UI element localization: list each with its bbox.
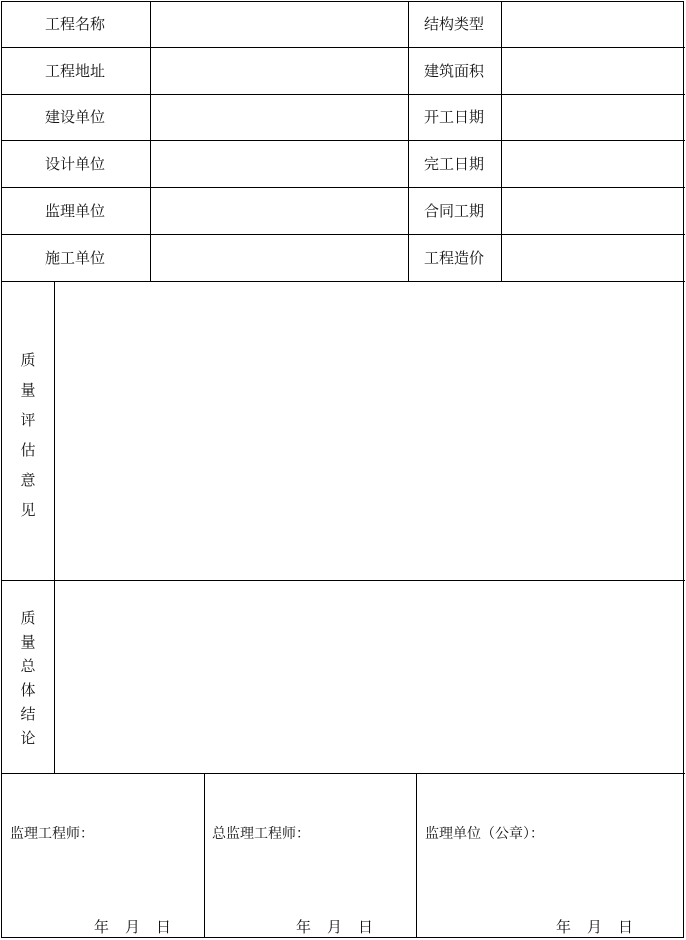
row-divider bbox=[1, 234, 685, 235]
quality-opinion-label: 质 量 评 估 意 见 bbox=[20, 351, 36, 519]
label-project-name: 工程名称 bbox=[45, 15, 106, 33]
row-divider bbox=[1, 281, 685, 282]
label-contractor-unit: 施工单位 bbox=[45, 249, 106, 267]
supervision-unit-seal-date: 年 月 日 bbox=[556, 918, 634, 936]
column-divider bbox=[54, 281, 55, 773]
label-completion-date: 完工日期 bbox=[424, 155, 485, 173]
column-divider bbox=[416, 773, 417, 938]
section-divider bbox=[1, 580, 685, 581]
supervising-engineer-label: 监理工程师： bbox=[10, 826, 94, 842]
column-divider bbox=[150, 1, 151, 281]
column-divider bbox=[408, 1, 409, 281]
label-start-date: 开工日期 bbox=[424, 108, 485, 126]
chief-engineer-label: 总监理工程师： bbox=[212, 826, 310, 842]
label-contract-duration: 合同工期 bbox=[424, 202, 485, 220]
quality-conclusion-label: 质 量 总 体 结 论 bbox=[20, 609, 36, 747]
label-structure-type: 结构类型 bbox=[424, 15, 485, 33]
supervision-unit-seal-label: 监理单位（公章）： bbox=[425, 826, 544, 842]
label-construction-unit: 建设单位 bbox=[45, 108, 106, 126]
column-divider bbox=[501, 1, 502, 281]
label-supervision-unit: 监理单位 bbox=[45, 202, 106, 220]
label-building-area: 建筑面积 bbox=[424, 62, 485, 80]
chief-engineer-date: 年 月 日 bbox=[296, 918, 374, 936]
column-divider bbox=[204, 773, 205, 938]
row-divider bbox=[1, 187, 685, 188]
row-divider bbox=[1, 94, 685, 95]
evaluation-form bbox=[1, 1, 684, 938]
label-project-address: 工程地址 bbox=[45, 62, 106, 80]
label-design-unit: 设计单位 bbox=[45, 155, 106, 173]
supervising-engineer-date: 年 月 日 bbox=[94, 918, 172, 936]
section-divider bbox=[1, 773, 685, 774]
row-divider bbox=[1, 140, 685, 141]
row-divider bbox=[1, 47, 685, 48]
label-project-cost: 工程造价 bbox=[424, 249, 485, 267]
